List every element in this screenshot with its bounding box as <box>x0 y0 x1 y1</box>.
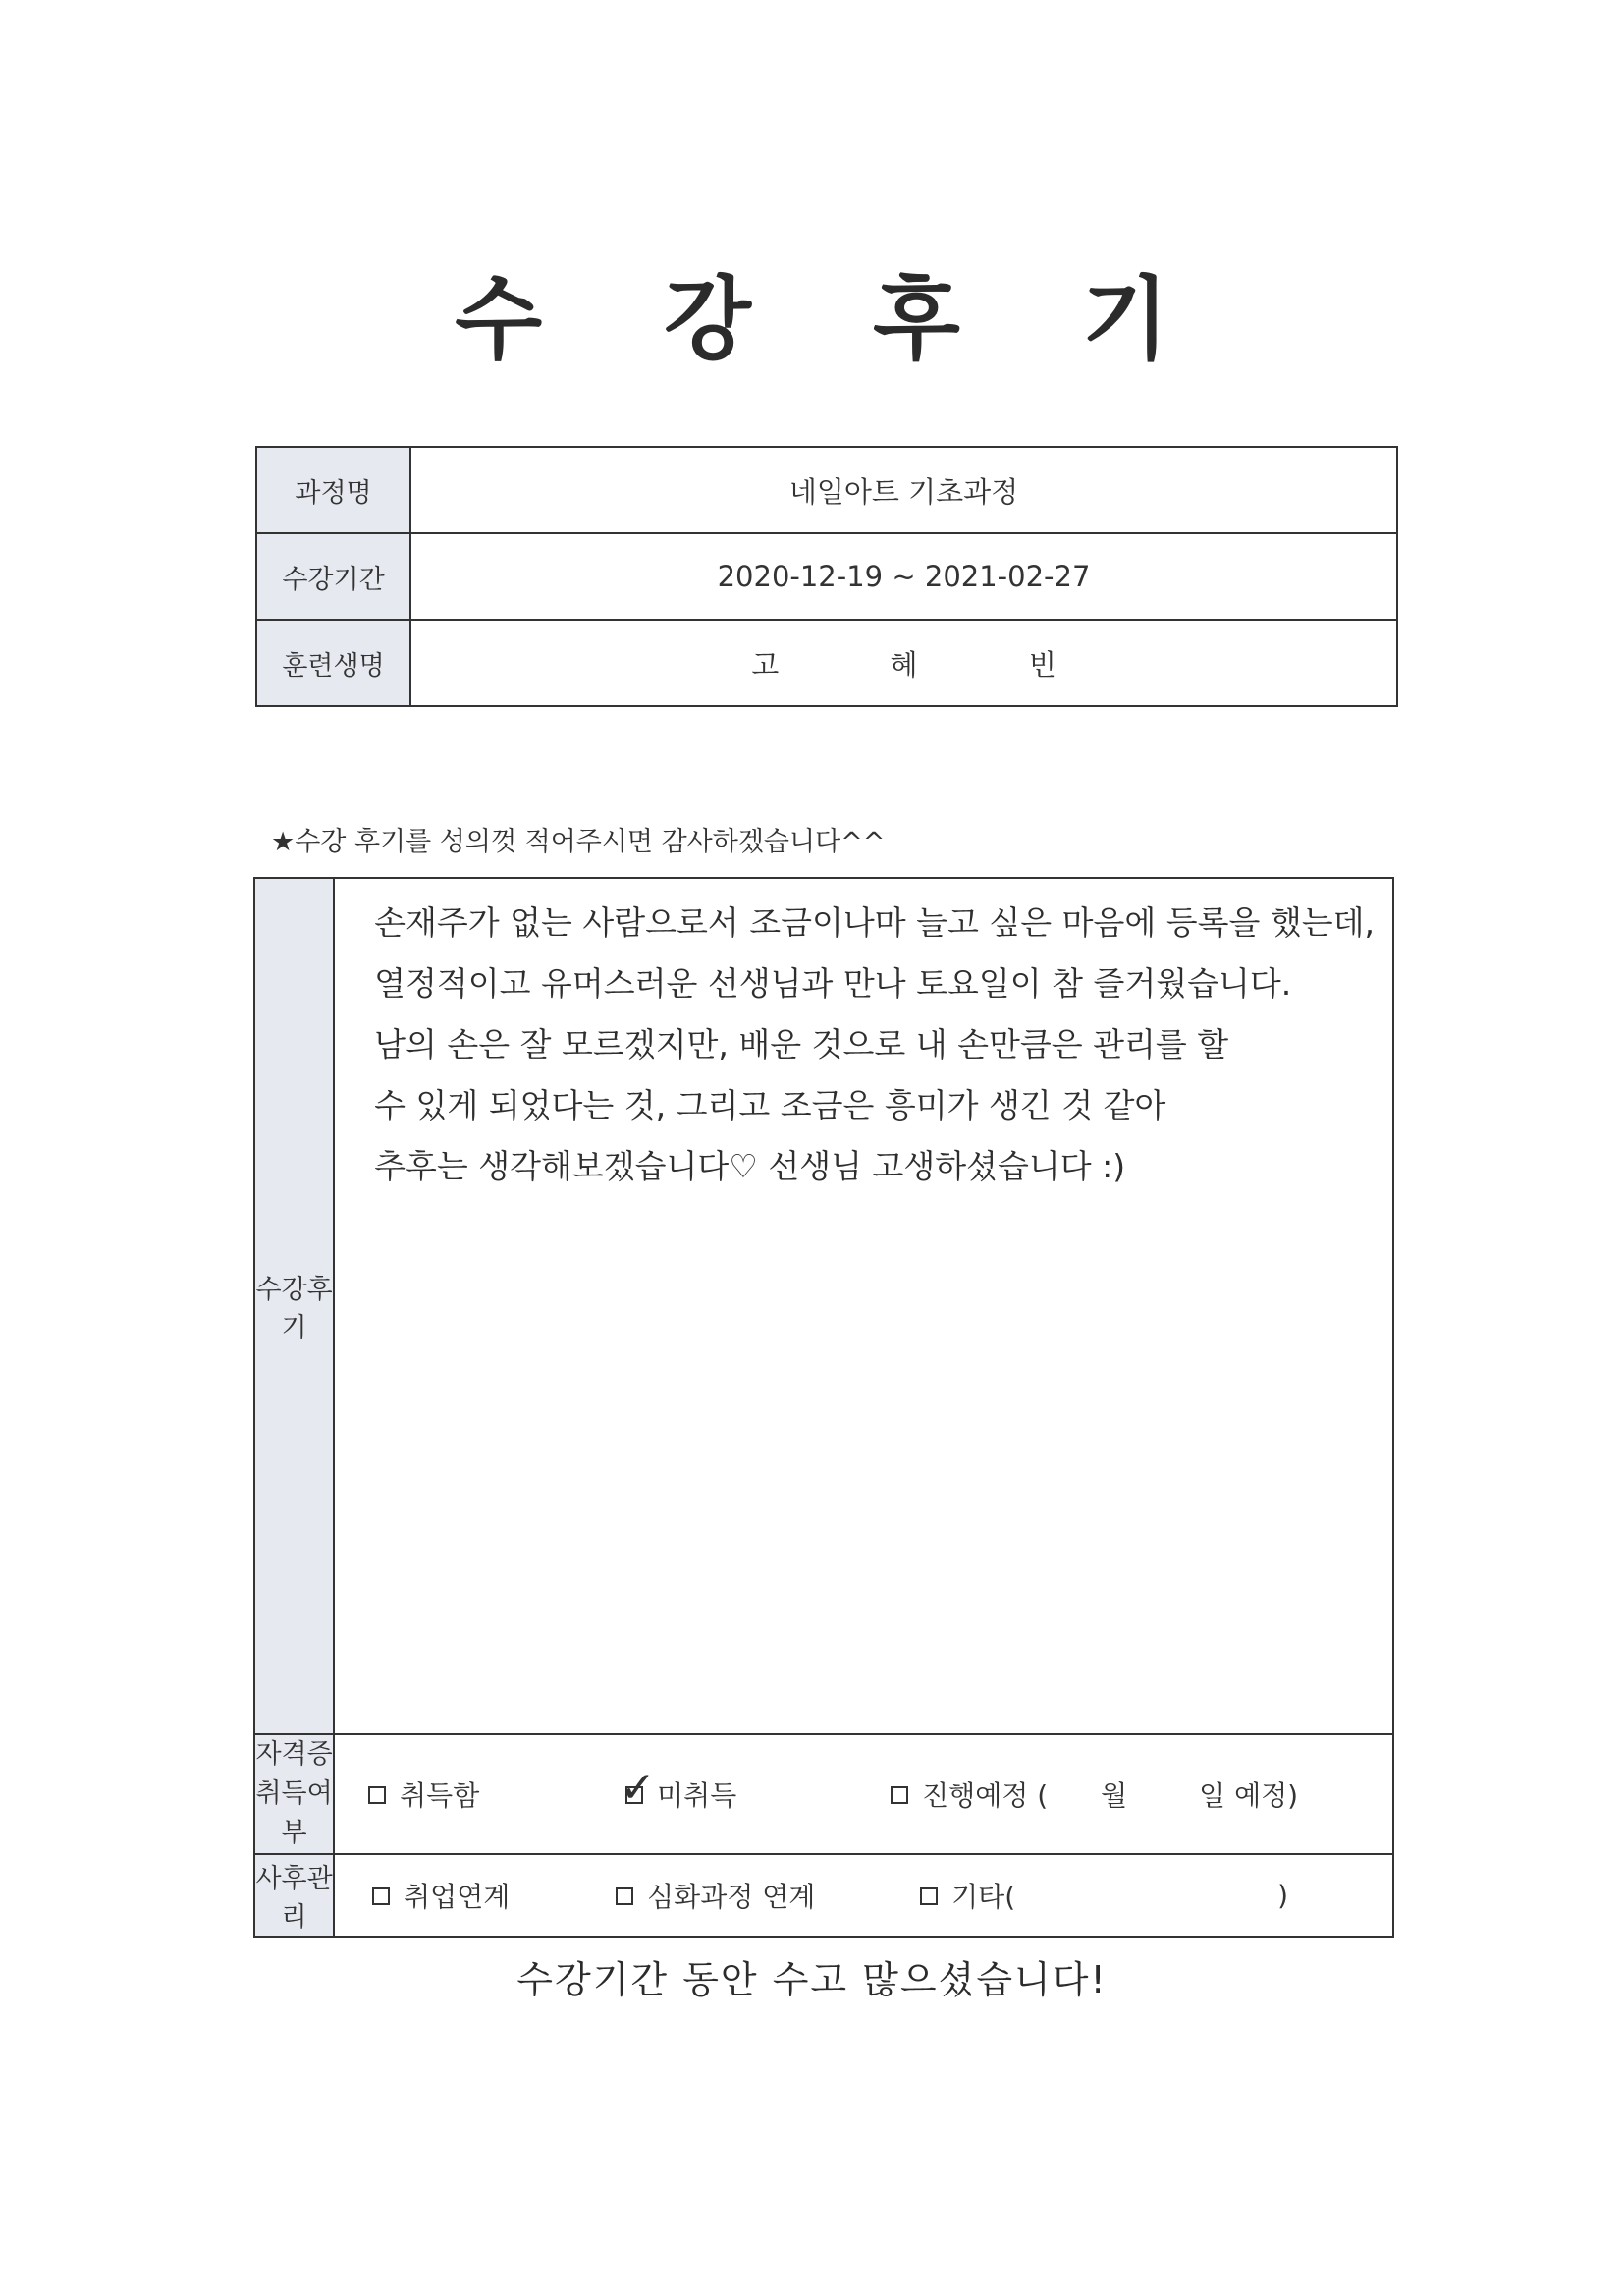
cert-option-planned[interactable] <box>891 1775 1048 1814</box>
cert-planned-month: 월 <box>1101 1779 1128 1812</box>
review-table <box>253 877 1394 1938</box>
checkbox-icon[interactable] <box>891 1786 908 1804</box>
followup-row <box>254 1854 1393 1937</box>
followup-option-employment-label: 취업연계 <box>404 1881 511 1913</box>
followup-option-employment[interactable] <box>372 1876 510 1915</box>
period-value: 2020-12-19 ~ 2021-02-27 <box>410 533 1397 620</box>
course-value: 네일아트 기초과정 <box>410 447 1397 533</box>
followup-options <box>334 1854 1393 1937</box>
certification-label-line2: 취득여부 <box>255 1778 333 1848</box>
footer-message: 수강기간 동안 수고 많으셨습니다! <box>516 1958 1108 2001</box>
followup-option-other-label: 기타( <box>951 1881 1016 1913</box>
certification-label-line1: 자격증 <box>255 1739 333 1770</box>
course-label: 과정명 <box>256 447 410 533</box>
checkmark-icon: ✓ <box>620 1763 656 1813</box>
review-row <box>254 878 1393 1734</box>
trainee-name: 고 혜 빈 <box>410 620 1397 706</box>
certification-options <box>334 1734 1393 1854</box>
review-line: 수 있게 되었다는 것, 그리고 조금은 흥미가 생긴 것 같아 <box>374 1086 1166 1124</box>
followup-option-advanced-label: 심화과정 연계 <box>647 1881 816 1913</box>
trainee-row <box>256 620 1397 706</box>
period-row <box>256 533 1397 620</box>
notice-text: ★수강 후기를 성의껏 적어주시면 감사하겠습니다^^ <box>271 827 886 857</box>
page-title: 수 강 후 기 <box>455 267 1215 372</box>
trainee-label: 훈련생명 <box>256 620 410 706</box>
review-line: 남의 손은 잘 모르겠지만, 배운 것으로 내 손만큼은 관리를 할 <box>374 1025 1229 1064</box>
review-body[interactable] <box>334 878 1393 1734</box>
course-info-table <box>255 446 1398 707</box>
review-label: 수강후기 <box>254 878 334 1734</box>
checkbox-icon[interactable] <box>368 1786 386 1804</box>
checkbox-icon[interactable] <box>616 1887 633 1905</box>
cert-option-acquired[interactable] <box>368 1775 479 1814</box>
checkbox-icon[interactable] <box>620 1763 656 1813</box>
cert-option-not-acquired[interactable] <box>620 1763 737 1814</box>
checkbox-icon[interactable] <box>372 1887 390 1905</box>
review-handwritten-text <box>335 879 1392 1197</box>
followup-other-close: ) <box>1277 1879 1289 1912</box>
period-label: 수강기간 <box>256 533 410 620</box>
cert-planned-day: 일 예정) <box>1199 1779 1299 1812</box>
course-row <box>256 447 1397 533</box>
followup-option-other[interactable] <box>920 1876 1015 1915</box>
certification-label <box>254 1734 334 1854</box>
certification-row <box>254 1734 1393 1854</box>
followup-option-advanced[interactable] <box>616 1876 815 1915</box>
followup-label: 사후관리 <box>254 1854 334 1937</box>
checkbox-icon[interactable] <box>920 1887 938 1905</box>
cert-option-planned-label: 진행예정 ( <box>922 1779 1049 1812</box>
review-line: 손재주가 없는 사람으로서 조금이나마 늘고 싶은 마음에 등록을 했는데, <box>374 903 1375 942</box>
review-line: 추후는 생각해보겠습니다♡ 선생님 고생하셨습니다 :) <box>374 1147 1126 1185</box>
cert-option-not-acquired-label: 미취득 <box>657 1779 737 1812</box>
review-line: 열정적이고 유머스러운 선생님과 만나 토요일이 참 즐거웠습니다. <box>374 964 1292 1003</box>
cert-option-acquired-label: 취득함 <box>400 1779 480 1812</box>
